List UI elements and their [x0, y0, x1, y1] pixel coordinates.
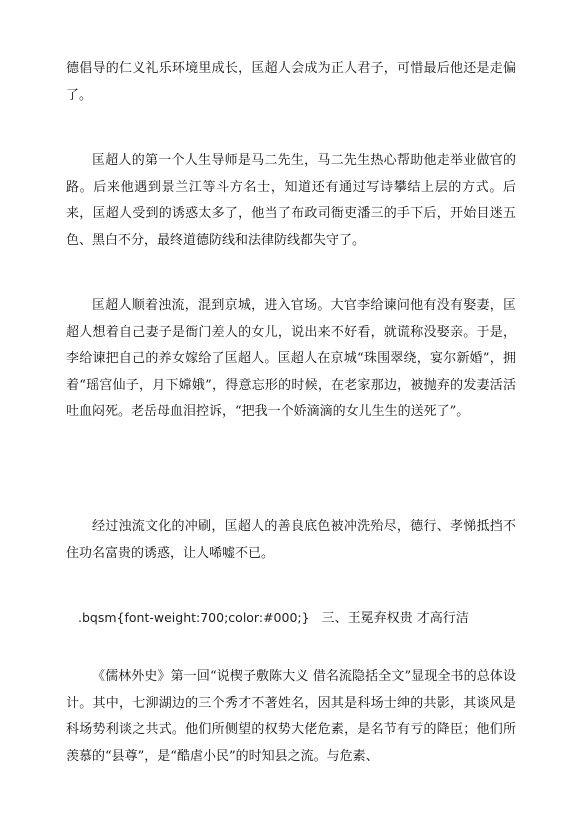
- paragraph-2: 匡超人的第一个人生导师是马二先生，马二先生热心帮助他走举业做官的路。后来他遇到景兰江等斗方名士，知道还有通过写诗攀结上层的方式。后来，匡超人受到的诱惑太多了，他当了布政司衙吏潘三的手下后，开始目迷五色、黑白不分，最终道德防线和法律防线都失守了。: [66, 153, 516, 248]
- section-heading: [78, 605, 538, 633]
- heading-style-code: .bqsm{font-weight:700;color:#000;}: [78, 610, 310, 625]
- heading-title: 三、王冕弃权贵 才高行洁: [321, 611, 469, 626]
- paragraph-5: 《儒林外史》第一回“说楔子敷陈大义 借名流隐括全文”显现全书的总体设计。其中，七泖湖边的三个秀才不著姓名，因其是科场士绅的共影，其谈风是科场势利谈之共式。他们所侧望的权势大佬危素，是名节有亏的降臣；他们所羡慕的“县尊”，是“酷虐小民”的时知县之流。与危素、: [66, 669, 516, 764]
- paragraph-3: 匡超人顺着浊流，混到京城，进入官场。大官李给谏问他有没有娶妻，匡超人想着自己妻子是衙门差人的女儿，说出来不好看，就谎称没娶亲。于是，李给谏把自己的养女嫁给了匡超人。匡超人在京城“珠围翠绕，宴尔新婚”，拥着“瑶宫仙子，月下嫦娥”，得意忘形的时候，在老家那边，被抛弃的发妻活活吐血闷死。老岳母血泪控诉，“把我一个娇滴滴的女儿生生的送死了”。: [66, 298, 516, 420]
- paragraph-4: 经过浊流文化的冲刷，匡超人的善良底色被冲洗殆尽，德行、孝悌抵挡不住功名富贵的诱惑，让人唏嘘不已。: [66, 519, 516, 561]
- paragraph-1: 德倡导的仁义礼乐环境里成长，匡超人会成为正人君子，可惜最后他还是走偏了。: [66, 61, 516, 103]
